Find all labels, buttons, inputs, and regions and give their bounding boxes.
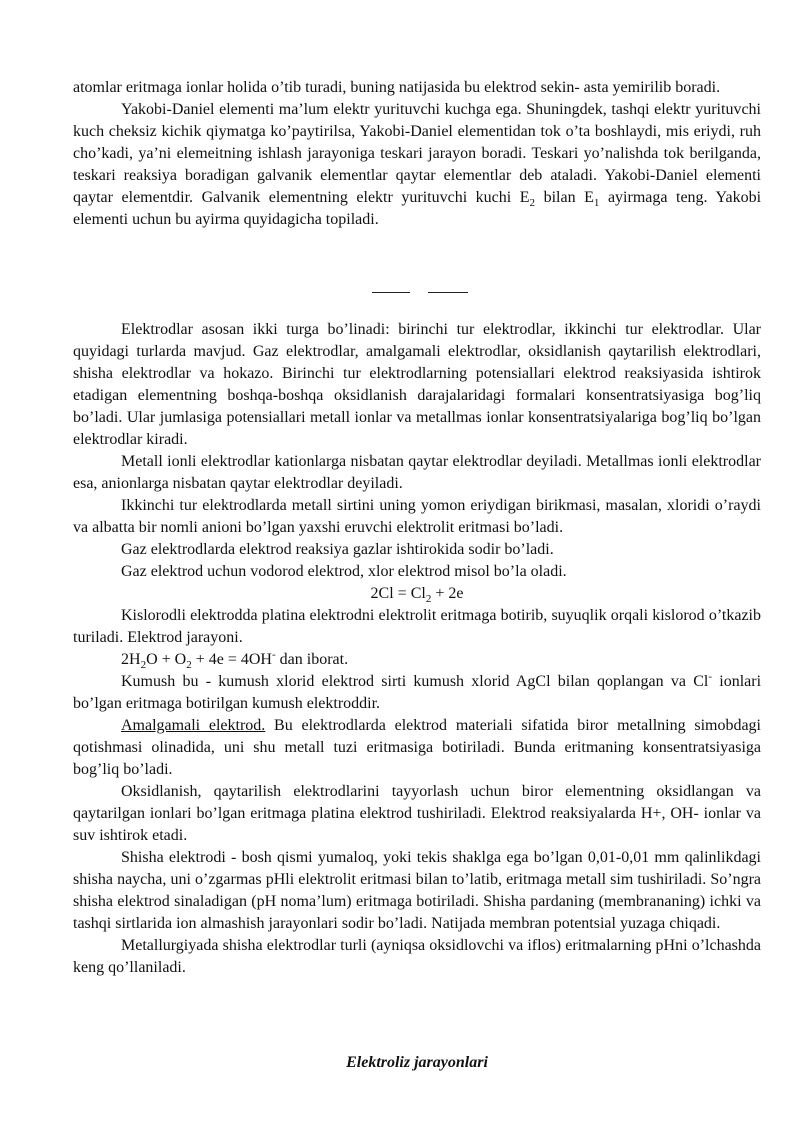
paragraph-yakobi-daniel: Yakobi-Daniel elementi ma’lum elektr yurituvchi kuchga ega. Shuningdek, tashqi elektr yurituvchi kuch cheksiz kichik qiymatga ko’paytirilsa, Yakobi-Daniel elementidan tok o’ta boshlaydi, mis eriydi, ruh cho’kadi, ya’ni elemeitning ishlash jarayoniga teskari jarayon boradi. Teskari yo’nalishda tok berilganda, teskari reaksiya boradigan galvanik elementlar qaytar elementlar deb ataladi. Yakobi-Daniel elementi qaytar elementdir. Galvanik elementning elektr yurituvchi kuchi $E_2$ bilan $E_1$ ayirmaga teng. Yakobi elementi uchun bu ayirma quyidagicha topiladi. <box>73 101 762 228</box>
text-block-top <box>73 77 761 231</box>
section-heading: Elektroliz jarayonlari <box>346 1054 488 1071</box>
paragraph-silver-chloride: Kumush bu - kumush xlorid elektrod sirti kumush xlorid AgCl bilan qoplangan va Cl- ionlari bo’lgan eritmaga botirilgan kumush elektroddir. <box>73 670 762 712</box>
paragraph-metal-ion-electrodes: Metall ionli elektrodlar kationlarga nisbatan qaytar elektrodlar deyiladi. Metallmas ionli elektrodlar esa, anionlarga nisbatan qaytar elektrodlar deyiladi. <box>73 453 761 492</box>
paragraph-second-type: Ikkinchi tur elektrodlarda metall sirtini uning yomon eriydigan birikmasi, masalan, xloridi o’raydi va albatta bir nomli anioni bo’lgan yaxshi eruvchi elektrolit eritmasi bo’ladi. <box>73 497 761 536</box>
section-heading-container <box>73 1052 761 1074</box>
paragraph-gas-example: Gaz elektrod uchun vodorod elektrod, xlor elektrod misol bo’la oladi. <box>121 563 567 580</box>
formula-fraction-line-right <box>428 292 468 293</box>
paragraph-electrode-types: Elektrodlar asosan ikki turga bo’linadi: birinchi tur elektrodlar, ikkinchi tur elektrodlar. Ular quyidagi turlarda mavjud. Gaz elektrodlar, amalgamali elektrodlar, oksidlanish qaytarilish elektrodlari, shisha elektrodlar va hokazo. Birinchi tur elektrodlarning potensiallari elektrod reaksiyasida ishtirok etadigan elementning boshqa-boshqa oksidlanish darajalaridagi formalari konsentratsiyasiga bog’liq bo’ladi. Ular jumlasiga potensiallari metall ionlar va metallmas ionlar konsentratsiyalariga bog’liq bo’lgan elektrodlar kiradi. <box>73 321 761 448</box>
equation-oxygen: $2H_2O + O_2 + 4e = 4OH^-$ dan iborat. <box>121 648 349 672</box>
formula-fraction-line-left <box>372 292 410 293</box>
equation-chlorine: $2Cl = Cl_2 + 2e$ <box>370 585 464 606</box>
paragraph-metallurgy: Metallurgiyada shisha elektrodlar turli (ayniqsa oksidlovchi va iflos) eritmalarning pHni o’lchashda keng qo’llaniladi. <box>73 937 761 976</box>
amalgam-term: Amalgamali elektrod. <box>121 717 266 734</box>
paragraph-oxygen-electrode: Kislorodli elektrodda platina elektrodni elektrolit eritmaga botirib, suyuqlik orqali kislorod o’tkazib turiladi. Elektrod jarayoni. <box>73 607 761 646</box>
paragraph-continuation: atomlar eritmaga ionlar holida o’tib turadi, buning natijasida bu elektrod sekin- asta yemirilib boradi. <box>73 79 721 96</box>
paragraph-amalgam: Amalgamali elektrod. Bu elektrodlarda elektrod materiali sifatida biror metallning simobdagi qotishmasi olinadida, uni shu metall tuzi eritmasiga botiriladi. Bunda eritmaning konsentratsiyasiga bog’liq bo’ladi. <box>73 717 762 778</box>
paragraph-gas-electrodes: Gaz elektrodlarda elektrod reaksiya gazlar ishtirokida sodir bo’ladi. <box>121 541 554 558</box>
paragraph-glass-electrode: Shisha elektrodi - bosh qismi yumaloq, yoki tekis shaklga ega bo’lgan 0,01-0,01 mm qalinlikdagi shisha naycha, uni o’zgarmas pHli elektrolit eritmasi bilan to’latib, eritmaga metall sim tushiriladi. So’ngra shisha elektrod sinaladigan (pH noma’lum) eritmaga botiriladi. Shisha pardaning (membrananing) ichki va tashqi sirtlarida ion almashish jarayonlari sodir bo’ladi. Natijada membran potentsial yuzaga chiqadi. <box>73 849 761 932</box>
text-block-electrodes <box>73 319 761 979</box>
paragraph-redox-electrodes: Oksidlanish, qaytarilish elektrodlarini tayyorlash uchun biror elementning oksidlangan va qaytarilgan ionlari bo’lgan eritmaga platina elektrod tushiriladi. Elektrod reaksiyalarda H+, OH- ionlar va suv ishtirok etadi. <box>73 783 761 844</box>
